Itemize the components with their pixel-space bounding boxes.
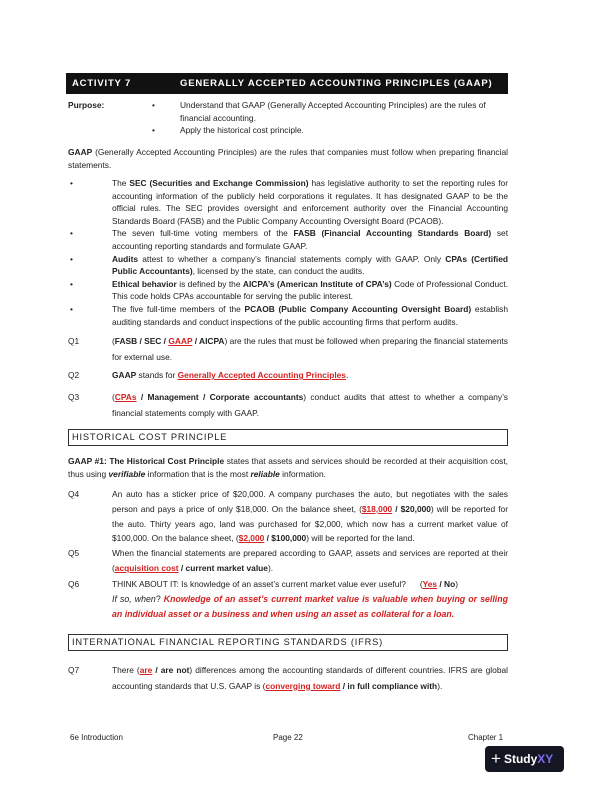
text-run: / Management / Corporate accountants xyxy=(136,392,304,402)
text-run: Audits xyxy=(112,253,139,264)
bullet-icon: • xyxy=(70,228,73,239)
text-run: The five full-time members of the xyxy=(112,303,245,314)
text-run: AICPA’s (American Institute of CPA’s) xyxy=(242,278,392,289)
text-run: (Generally Accepted Accounting Principles) are the rules that companies must follow when preparing financial statements. xyxy=(68,147,508,170)
text-run: The xyxy=(112,178,130,188)
section-heading-ifrs: INTERNATIONAL FINANCIAL REPORTING STANDARDS (IFRS) xyxy=(68,634,508,651)
text-run: When the financial statements are prepared according to GAAP, assets and services are reported at their ( xyxy=(112,548,508,573)
text-run: attest to whether a company’s financial statements comply with GAAP. Only xyxy=(138,253,446,264)
text-run: ? xyxy=(155,594,164,604)
question-label: Q7 xyxy=(68,665,80,675)
text-run: / in full compliance with xyxy=(340,680,438,691)
text-run: GAAP xyxy=(68,147,93,157)
text-run: states that assets and services should be recorded at their acquisition cost, thus using xyxy=(68,456,508,479)
text-run: ) xyxy=(455,579,459,589)
question-text xyxy=(112,367,508,383)
question-label: Q3 xyxy=(68,392,80,402)
activity-number: ACTIVITY 7 xyxy=(72,78,132,89)
bullet-icon: • xyxy=(70,178,73,188)
text-run: SEC (Securities and Exchange Commission) xyxy=(129,178,309,188)
text-run: ) differences among the accounting standards of different countries. IFRS are global accounting standards that U.S. GAAP is ( xyxy=(112,665,508,691)
purpose-item xyxy=(180,99,508,124)
question-q2 xyxy=(68,367,508,383)
answer-choice-selected: $2,000 xyxy=(238,533,265,544)
text-run: GAAP #1: The Historical Cost Principle xyxy=(68,456,225,466)
footer-page-number: Page 22 xyxy=(273,733,303,742)
list-item xyxy=(68,177,508,227)
list-item xyxy=(68,278,508,303)
answer-choice-selected: Yes xyxy=(422,579,438,589)
text-run: ) will be reported for the auto. Thirty years ago, land was purchased for $2,000, which now has a current market value of $100,000. On the balance sheet, ( xyxy=(112,503,508,544)
list-item-text xyxy=(112,177,508,227)
text-run: GAAP xyxy=(112,370,137,380)
text-run: information. xyxy=(279,468,326,479)
purpose-section xyxy=(68,99,508,137)
text-run: / $100,000 xyxy=(264,533,307,544)
text-run: is defined by the xyxy=(176,278,243,289)
text-run: establish auditing standards and conduct inspections of the public accounting firms that perform audits. xyxy=(112,303,508,327)
text-run: ( xyxy=(112,336,115,346)
text-run: / AICPA xyxy=(192,336,225,346)
question-text xyxy=(112,546,508,576)
text-run: set accounting reporting standards and formulate GAAP. xyxy=(112,228,509,251)
list-item-text xyxy=(112,227,508,252)
text-run: Understand that GAAP (Generally Accepted Accounting Principles) are the rules of financial accounting. xyxy=(180,100,486,123)
text-run: Code of Professional Conduct. This code holds CPAs accountable for serving the public interest. xyxy=(112,278,509,302)
answer-text xyxy=(112,592,508,622)
question-text xyxy=(112,577,508,592)
text-run: Ethical behavior xyxy=(112,278,177,289)
activity-header xyxy=(66,73,508,94)
text-run: ). xyxy=(437,680,443,691)
studyxy-badge[interactable] xyxy=(485,746,564,772)
text-run: THINK ABOUT IT: Is knowledge of an asset’s current market value ever useful? ( xyxy=(112,579,423,589)
answer-choice-selected: are xyxy=(139,665,153,675)
text-run: ). xyxy=(267,562,274,573)
text-run: , licensed by the state, can conduct the audits. xyxy=(192,266,365,277)
question-q4 xyxy=(68,487,508,546)
question-q1 xyxy=(68,333,508,365)
text-run: FASB / SEC / xyxy=(114,336,169,346)
list-item xyxy=(68,253,508,278)
text-run: information that is the most xyxy=(145,468,251,479)
text-run: ) are the rules that must be followed when preparing the financial statements for external use. xyxy=(112,336,508,362)
text-run: PCAOB (Public Company Accounting Oversight Board) xyxy=(244,303,472,314)
question-q5 xyxy=(68,546,508,576)
list-item-text xyxy=(112,278,508,303)
text-run: reliable xyxy=(250,468,280,479)
question-text xyxy=(112,663,508,694)
question-label: Q6 xyxy=(68,579,80,589)
answer-choice-selected: converging toward xyxy=(265,680,341,691)
text-run: . xyxy=(345,370,349,380)
answer-choice-selected: Generally Accepted Accounting Principles xyxy=(177,370,346,380)
list-item-text xyxy=(112,253,508,278)
bullet-icon: • xyxy=(152,125,155,136)
section-heading-historical-cost: HISTORICAL COST PRINCIPLE xyxy=(68,429,508,446)
text-run: / are not xyxy=(152,665,190,675)
plus-icon: + xyxy=(491,749,501,768)
text-run: FASB (Financial Accounting Standards Board) xyxy=(293,228,492,239)
text-run: / $20,000 xyxy=(392,503,431,514)
text-run: / current market value xyxy=(178,562,268,573)
question-label: Q1 xyxy=(68,336,80,346)
text-run: Knowledge of an asset’s current market value is valuable when buying or selling an individual asset or a business and when using an asset as collateral for a loan. xyxy=(112,594,508,619)
question-text xyxy=(112,487,508,546)
question-label: Q4 xyxy=(68,489,80,499)
question-q6 xyxy=(68,577,508,622)
text-run: An auto has a sticker price of $20,000. A company purchases the auto, but negotiates with the sales person and pays a price of only $18,000. On the balance sheet, ( xyxy=(112,489,508,514)
bullet-icon: • xyxy=(70,253,73,264)
text-run: The seven full-time voting members of the xyxy=(112,228,294,239)
intro-paragraph xyxy=(68,146,508,171)
badge-accent-text: XY xyxy=(537,752,554,766)
text-run: ( xyxy=(112,392,115,402)
answer-choice-selected: GAAP xyxy=(168,336,193,346)
purpose-item xyxy=(180,124,304,137)
list-item xyxy=(68,303,508,328)
list-item xyxy=(68,227,508,252)
text-run: There ( xyxy=(112,665,140,675)
text-run: If so, when xyxy=(112,594,156,604)
text-run: ) will be reported for the land. xyxy=(306,533,415,544)
question-text xyxy=(112,389,508,421)
badge-text: Study xyxy=(503,752,538,766)
text-run: CPAs (Certified Public Accountants) xyxy=(112,253,508,277)
text-run: ) conduct audits that attest to whether a company’s financial statements comply with GAAP. xyxy=(112,392,508,418)
text-run: Apply the historical cost principle. xyxy=(180,125,304,136)
question-q3 xyxy=(68,389,508,421)
question-text xyxy=(112,333,508,365)
text-run: has legislative authority to set the reporting rules for accounting information of the publicly held corporations it regulates. It has designated GAAP to be the official rules. The SEC provides oversight and enforcement authority over the Financial Accounting Standards Board (FASB) and the Public Company Accounting Oversight Board (PCAOB). xyxy=(112,178,509,226)
activity-title: GENERALLY ACCEPTED ACCOUNTING PRINCIPLES (GAAP) xyxy=(180,78,493,89)
bullet-icon: • xyxy=(70,278,73,289)
footer-left: 6e Introduction xyxy=(70,733,123,742)
bullet-icon: • xyxy=(152,100,155,110)
answer-choice-selected: acquisition cost xyxy=(114,562,179,573)
text-run: verifiable xyxy=(108,468,146,479)
answer-choice-selected: $18,000 xyxy=(361,503,393,514)
text-run: / No xyxy=(437,579,456,589)
purpose-label: Purpose: xyxy=(68,100,105,110)
question-label: Q2 xyxy=(68,370,80,380)
bullet-list xyxy=(68,177,508,328)
footer-right: Chapter 1 xyxy=(468,733,504,742)
bullet-icon: • xyxy=(70,303,73,314)
question-q7 xyxy=(68,663,508,694)
text-run: stands for xyxy=(136,370,178,380)
hcp-paragraph xyxy=(68,455,508,480)
question-label: Q5 xyxy=(68,548,80,558)
list-item-text xyxy=(112,303,508,328)
answer-choice-selected: CPAs xyxy=(114,392,137,402)
